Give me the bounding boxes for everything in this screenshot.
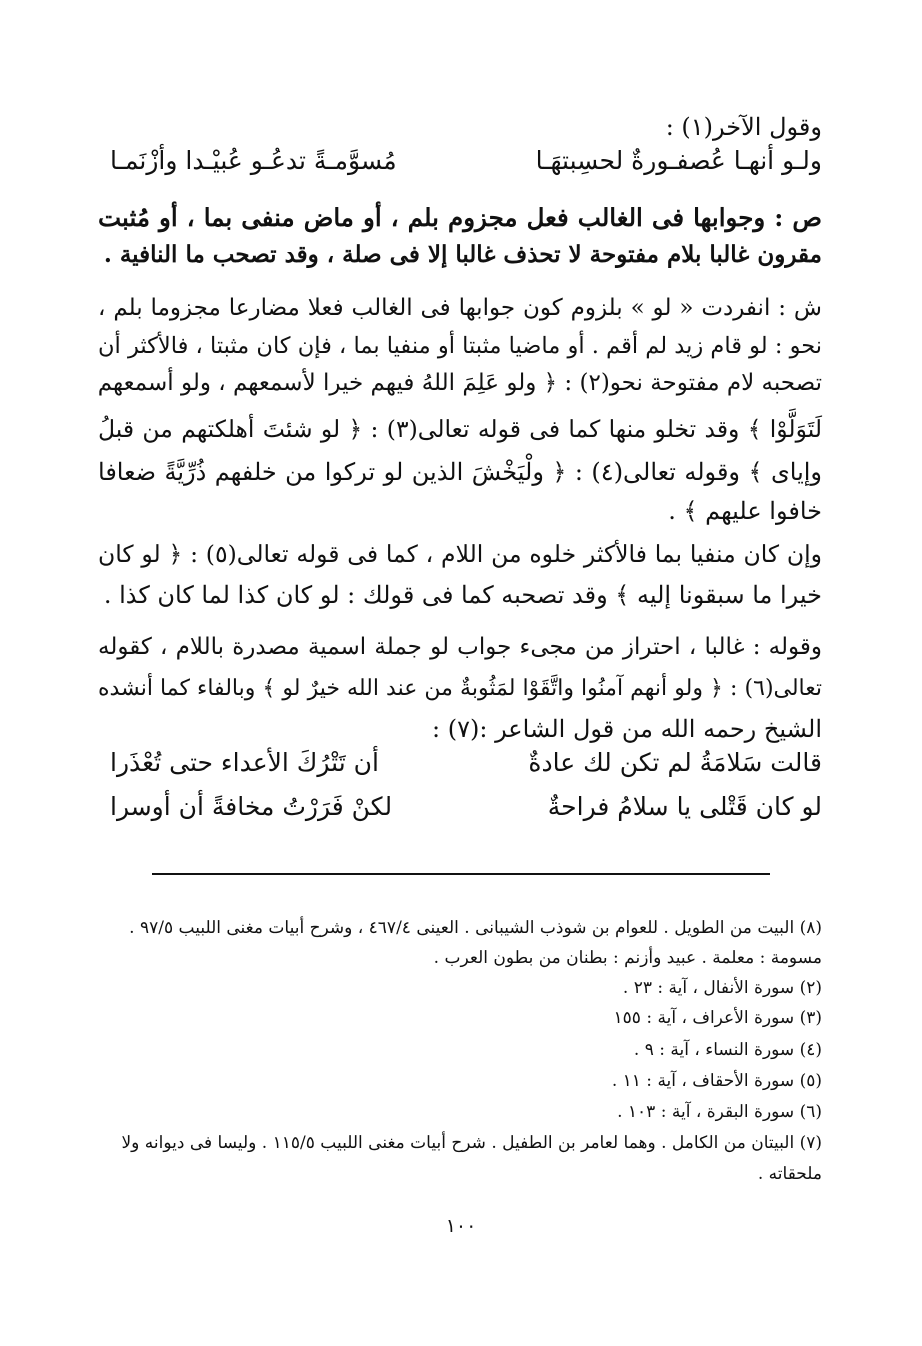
footnote: (٥) سورة الأحقاف ، آية : ١١ . [611,1071,822,1091]
footnote: (٢) سورة الأنفال ، آية : ٢٣ . [622,978,822,998]
sharh-line: خيرا ما سبقونا إليه ﴾ وقد تصحبه كما فى قولك : لو كان كذا لما كان كذا . [103,581,822,609]
intro-line: وقول الآخر(١) : [665,113,822,141]
verse-2b [110,792,822,821]
sharh-line: تعالى(٦) : ﴿ ولو أنهم آمنُوا واتَّقَوْا لمَثُوبةٌ من عند الله خيرٌ لو ﴾ وبالفاء كما أنشده [98,676,822,701]
verse-1-second-hemistich: مُسوَّمـةً تدعُـو عُبيْـدا وأزْنَمـا [110,146,397,175]
sharh-line: نحو : لو قام زيد لم أقم . أو ماضيا مثبتا أو منفيا بما ، فإن كان مثبتا ، فالأكثر أن [98,333,822,359]
verse-2b-second-hemistich: لكنْ فَرَرْتُ مخافةً أن أوسرا [110,792,393,821]
footnote-separator [152,873,770,875]
matn-line: ص : وجوابها فى الغالب فعل مجزوم بلم ، أو ماض منفى بما ، أو مُثبت [98,203,822,232]
sharh-line: وإياى ﴾ وقوله تعالى(٤) : ﴿ ولْيَخْشَ الذين لو تركوا من خلفهم ذُرِّيَّةً ضعافا [98,458,823,486]
sharh-line: الشيخ رحمه الله من قول الشاعر :(٧) : [432,715,822,743]
sharh-line: خافوا عليهم ﴾ . [668,497,822,525]
verse-2a-second-hemistich: أن تَتْرُكَ الأعداء حتى تُعْذَرا [110,748,379,777]
matn-line: مقرون غالبا بلام مفتوحة لا تحذف غالبا إلا فى صلة ، وقد تصحب ما النافية . [103,241,822,268]
footnote: (٧) البيتان من الكامل . وهما لعامر بن الطفيل . شرح أبيات مغنى اللبيب ١١٥/٥ . وليسا فى ديوانه ولا [121,1133,822,1153]
sharh-line: وإن كان منفيا بما فالأكثر خلوه من اللام ، كما فى قوله تعالى(٥) : ﴿ لو كان [98,540,822,568]
sharh-line: تصحبه لام مفتوحة نحو(٢) : ﴿ ولو عَلِمَ اللهُ فيهم خيرا لأسمعهم ، ولو أسمعهم [97,370,822,396]
verse-1 [110,146,822,175]
verse-2a-first-hemistich: قالت سَلامَةُ لم تكن لك عادةٌ [528,748,822,777]
sharh-line: ش : انفردت « لو » بلزوم كون جوابها فى الغالب فعلا مضارعا مجزوما بلم ، [98,295,822,321]
footnote: (٤) سورة النساء ، آية : ٩ . [633,1040,822,1060]
footnote: ملحقاته . [757,1164,822,1184]
verse-2a [110,748,822,777]
page-number: ١٠٠ [445,1215,477,1237]
verse-1-first-hemistich: ولـو أنهـا عُصفـورةٌ لحسِبتهَـا [535,146,822,175]
verse-2b-first-hemistich: لو كان قَتْلى يا سلامُ فراحةٌ [547,792,822,821]
footnote: (٦) سورة البقرة ، آية : ١٠٣ . [617,1102,822,1122]
sharh-line: لَتَوَلَّوْا ﴾ وقد تخلو منها كما فى قوله تعالى(٣) : ﴿ لو شئتَ أهلكتهم من قبلُ [98,415,822,443]
footnote: (٨) البيت من الطويل . للعوام بن شوذب الشيبانى . العينى ٤٦٧/٤ ، وشرح أبيات مغنى اللبيب ٩٧/٥ . [129,918,822,938]
footnote: مسومة : معلمة . عبيد وأزنم : بطنان من بطون العرب . [433,948,822,968]
footnote: (٣) سورة الأعراف ، آية : ١٥٥ [613,1008,822,1028]
sharh-line: وقوله : غالبا ، احتراز من مجىء جواب لو جملة اسمية مصدرة باللام ، كقوله [98,634,822,660]
